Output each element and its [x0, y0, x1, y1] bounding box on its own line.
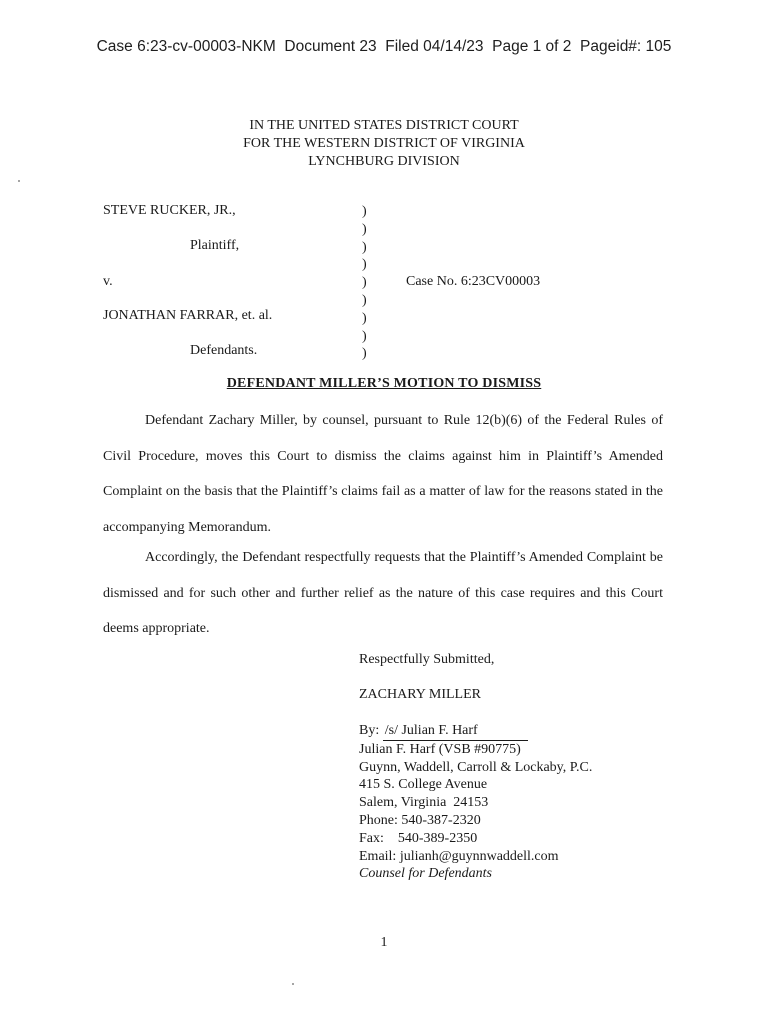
paren-9: ) [362, 346, 367, 362]
city-state-zip: Salem, Virginia 24153 [359, 795, 489, 811]
scan-speck [292, 983, 294, 985]
phone: Phone: 540-387-2320 [359, 812, 481, 828]
page-number: 1 [380, 935, 388, 950]
paren-5: ) [362, 275, 367, 291]
header-document: Document 23 [284, 38, 377, 55]
paragraph-2-text: Accordingly, the Defendant respectfully requests that the Plaintiff’s Amended Complaint be dismissed and for such other and further relief as the nature of this case requires and this Court deems appropriate. [103, 550, 663, 636]
paren-3: ) [362, 239, 367, 255]
paren-4: ) [362, 257, 367, 273]
signature-line [359, 722, 592, 741]
paren-2: ) [362, 221, 367, 237]
scan-speck [18, 180, 20, 182]
plaintiff-name: STEVE RUCKER, JR., [103, 203, 236, 218]
paragraph-1 [103, 403, 663, 545]
paren-1: ) [362, 204, 367, 219]
court-line-1: IN THE UNITED STATES DISTRICT COURT [249, 118, 519, 133]
header-page: Page 1 of 2 [492, 38, 572, 55]
plaintiff-label: Plaintiff, [190, 238, 240, 253]
closing: Respectfully Submitted, [359, 652, 495, 667]
attorney-name: Julian F. Harf (VSB #90775) [359, 741, 521, 757]
caption-parentheses [362, 203, 367, 363]
paragraph-1-text: Defendant Zachary Miller, by counsel, pursuant to Rule 12(b)(6) of the Federal Rules of Civil Procedure, moves this Court to dismiss the claims against him in Plaintiff’s Amended Complaint on the basis that the Plaintiff’s claims fail as a matter of law for the reasons stated in the accompanying Memorandum. [103, 413, 663, 535]
court-line-2: FOR THE WESTERN DISTRICT OF VIRGINIA [243, 136, 525, 151]
case-number: Case No. 6:23CV00003 [406, 274, 541, 289]
paren-6: ) [362, 292, 367, 308]
defendant-label: Defendants. [190, 343, 258, 358]
header-case: Case 6:23-cv-00003-NKM [96, 38, 276, 55]
header-filed: Filed 04/14/23 [385, 38, 484, 55]
party-name: ZACHARY MILLER [359, 687, 481, 702]
header-pageid: Pageid#: 105 [580, 38, 672, 55]
versus: v. [103, 274, 113, 289]
street-address: 415 S. College Avenue [359, 777, 488, 793]
law-firm: Guynn, Waddell, Carroll & Lockaby, P.C. [359, 759, 593, 775]
court-heading [0, 117, 768, 171]
signature-block [359, 722, 592, 883]
court-line-3: LYNCHBURG DIVISION [308, 154, 460, 169]
paren-7: ) [362, 310, 367, 326]
counsel-role: Counsel for Defendants [359, 866, 492, 882]
paragraph-2 [103, 540, 663, 647]
ecf-header [0, 38, 768, 56]
motion-title: DEFENDANT MILLER’S MOTION TO DISMISS [226, 376, 542, 391]
paren-8: ) [362, 328, 367, 344]
by-label: By: [359, 723, 380, 738]
electronic-signature: /s/ Julian F. Harf [383, 722, 528, 741]
email: Email: julianh@guynnwaddell.com [359, 848, 559, 864]
defendant-name: JONATHAN FARRAR, et. al. [103, 308, 273, 323]
fax: Fax: 540-389-2350 [359, 830, 478, 846]
